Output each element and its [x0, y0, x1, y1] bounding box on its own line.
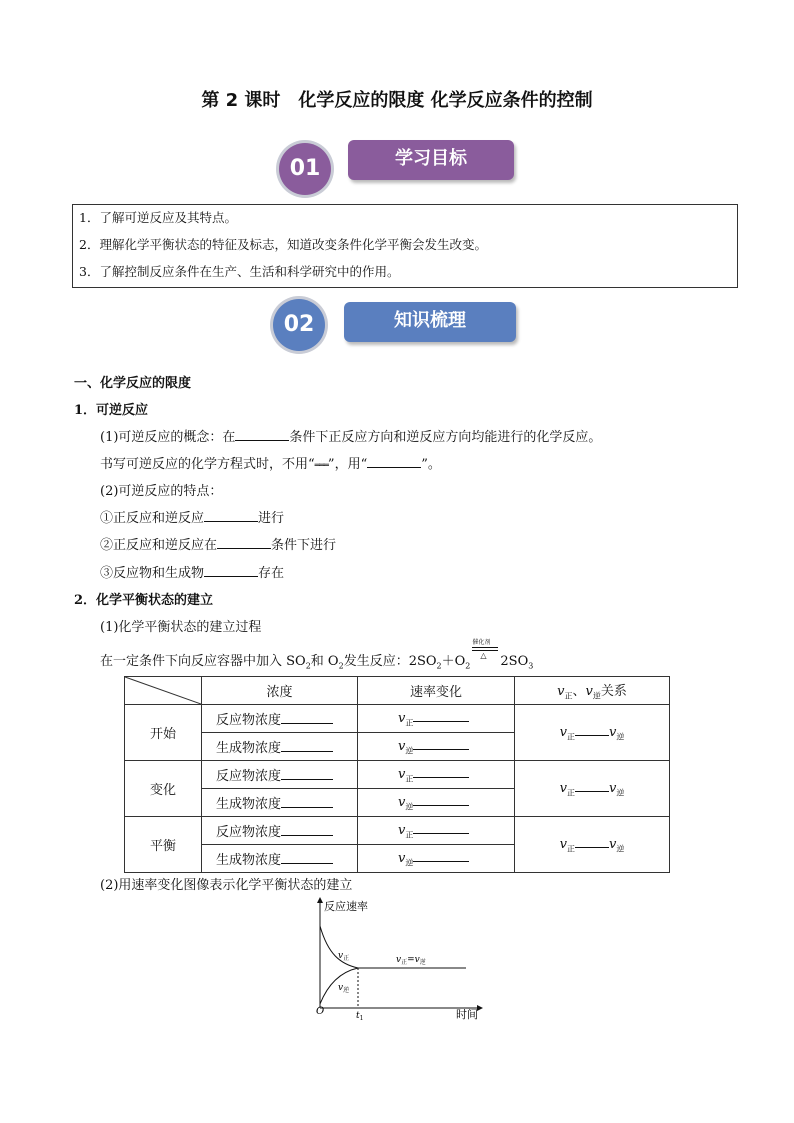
diagonal-line — [125, 677, 201, 704]
product-conc-cell: 生成物浓度 — [202, 789, 358, 817]
reverse-rate-label: $v_逆$ — [338, 983, 350, 994]
goal-item: 1．了解可逆反应及其特点。 — [79, 210, 237, 225]
paragraph-graph-intro: (2)用速率变化图像表示化学平衡状态的建立 — [100, 878, 353, 893]
forward-rate-label: $v_正$ — [338, 951, 350, 962]
product-conc-cell: 生成物浓度 — [202, 845, 358, 873]
feature-item: ②正反应和逆反应在 条件下进行 — [100, 538, 337, 553]
rate-cell: $v_正$ — [358, 761, 515, 789]
rate-cell: $v_逆$ — [358, 789, 515, 817]
fill-blank[interactable] — [204, 509, 258, 522]
fill-blank[interactable] — [413, 821, 469, 834]
rate-time-graph — [306, 896, 496, 1022]
reactant-conc-cell: 反应物浓度 — [202, 705, 358, 733]
stage-change: 变化 — [125, 761, 202, 817]
goal-item: 3．了解控制反应条件在生产、生活和科学研究中的作用。 — [79, 264, 400, 279]
fill-blank[interactable] — [281, 851, 333, 864]
lesson-number: 第 2 课时 — [201, 90, 281, 111]
feature-item: ③反应物和生成物 存在 — [100, 566, 285, 581]
fill-blank[interactable] — [413, 765, 469, 778]
equals-sign: ═══ — [314, 461, 328, 471]
rate-cell: $v_正$ — [358, 705, 515, 733]
badge-number: 02 — [273, 299, 325, 351]
feature-item: ①正反应和逆反应 进行 — [100, 511, 285, 526]
fill-blank[interactable] — [281, 767, 333, 780]
x-axis-label: 时间 — [456, 1008, 478, 1021]
badge-number: 01 — [279, 143, 331, 195]
paragraph-features: (2)可逆反应的特点： — [100, 484, 223, 499]
header-rate: 速率变化 — [358, 677, 515, 705]
fill-blank[interactable] — [281, 711, 333, 724]
paragraph-equation-note: 书写可逆反应的化学方程式时，不用“═══”，用“ ”。 — [100, 457, 441, 472]
goal-item: 2．理解化学平衡状态的特征及标志，知道改变条件化学平衡会发生改变。 — [79, 237, 487, 252]
badge-label: 知识梳理 — [344, 302, 516, 342]
subsection-heading: 1．可逆反应 — [74, 403, 149, 418]
header-concentration: 浓度 — [202, 677, 358, 705]
fill-blank[interactable] — [413, 849, 469, 862]
fill-blank[interactable] — [281, 823, 333, 836]
fill-blank[interactable] — [235, 428, 289, 441]
fill-blank[interactable] — [575, 835, 609, 848]
fill-blank[interactable] — [367, 455, 421, 468]
forward-rate-curve — [320, 926, 466, 968]
relation-cell: $v_正$ $v_逆$ — [515, 761, 670, 817]
rate-cell: $v_逆$ — [358, 733, 515, 761]
fill-blank[interactable] — [575, 779, 609, 792]
relation-cell: $v_正$ $v_逆$ — [515, 705, 670, 761]
badge-label: 学习目标 — [348, 140, 514, 180]
reaction-paragraph: 在一定条件下向反应容器中加入 $SO_2$和 $O_2$发生反应：$2SO_2+O_2$ 催化剂 △ $2SO_3$ — [100, 639, 534, 671]
subsection-heading: 2．化学平衡状态的建立 — [74, 593, 214, 608]
fill-blank[interactable] — [281, 795, 333, 808]
fill-blank[interactable] — [217, 536, 271, 549]
relation-cell: $v_正$ $v_逆$ — [515, 817, 670, 873]
fill-blank[interactable] — [413, 737, 469, 750]
rate-cell: $v_正$ — [358, 817, 515, 845]
lesson-topic: 化学反应的限度 化学反应条件的控制 — [298, 90, 593, 111]
stage-equilibrium: 平衡 — [125, 817, 202, 873]
reactant-conc-cell: 反应物浓度 — [202, 817, 358, 845]
reactant-conc-cell: 反应物浓度 — [202, 761, 358, 789]
equal-rate-label: $v_正=v_逆$ — [396, 955, 426, 966]
y-axis-label: 反应速率 — [324, 900, 368, 913]
paragraph-concept: (1)可逆反应的概念：在 条件下正反应方向和逆反应方向均能进行的化学反应。 — [100, 430, 602, 445]
diagonal-header-cell — [125, 677, 202, 705]
rate-cell: $v_逆$ — [358, 845, 515, 873]
reversible-arrow: 催化剂 △ — [470, 653, 500, 665]
paragraph-process: (1)化学平衡状态的建立过程 — [100, 620, 262, 635]
origin-label: O — [316, 1006, 325, 1017]
equilibrium-table — [124, 676, 670, 873]
header-relation: $v_正$、$v_逆$关系 — [515, 677, 670, 705]
learning-goals-box — [72, 204, 738, 288]
t1-label: $t_1$ — [356, 1011, 364, 1022]
stage-start: 开始 — [125, 705, 202, 761]
fill-blank[interactable] — [413, 709, 469, 722]
page-title — [0, 86, 794, 112]
fill-blank[interactable] — [204, 564, 258, 577]
product-conc-cell: 生成物浓度 — [202, 733, 358, 761]
fill-blank[interactable] — [575, 723, 609, 736]
section-heading: 一、化学反应的限度 — [74, 376, 192, 391]
fill-blank[interactable] — [413, 793, 469, 806]
fill-blank[interactable] — [281, 739, 333, 752]
